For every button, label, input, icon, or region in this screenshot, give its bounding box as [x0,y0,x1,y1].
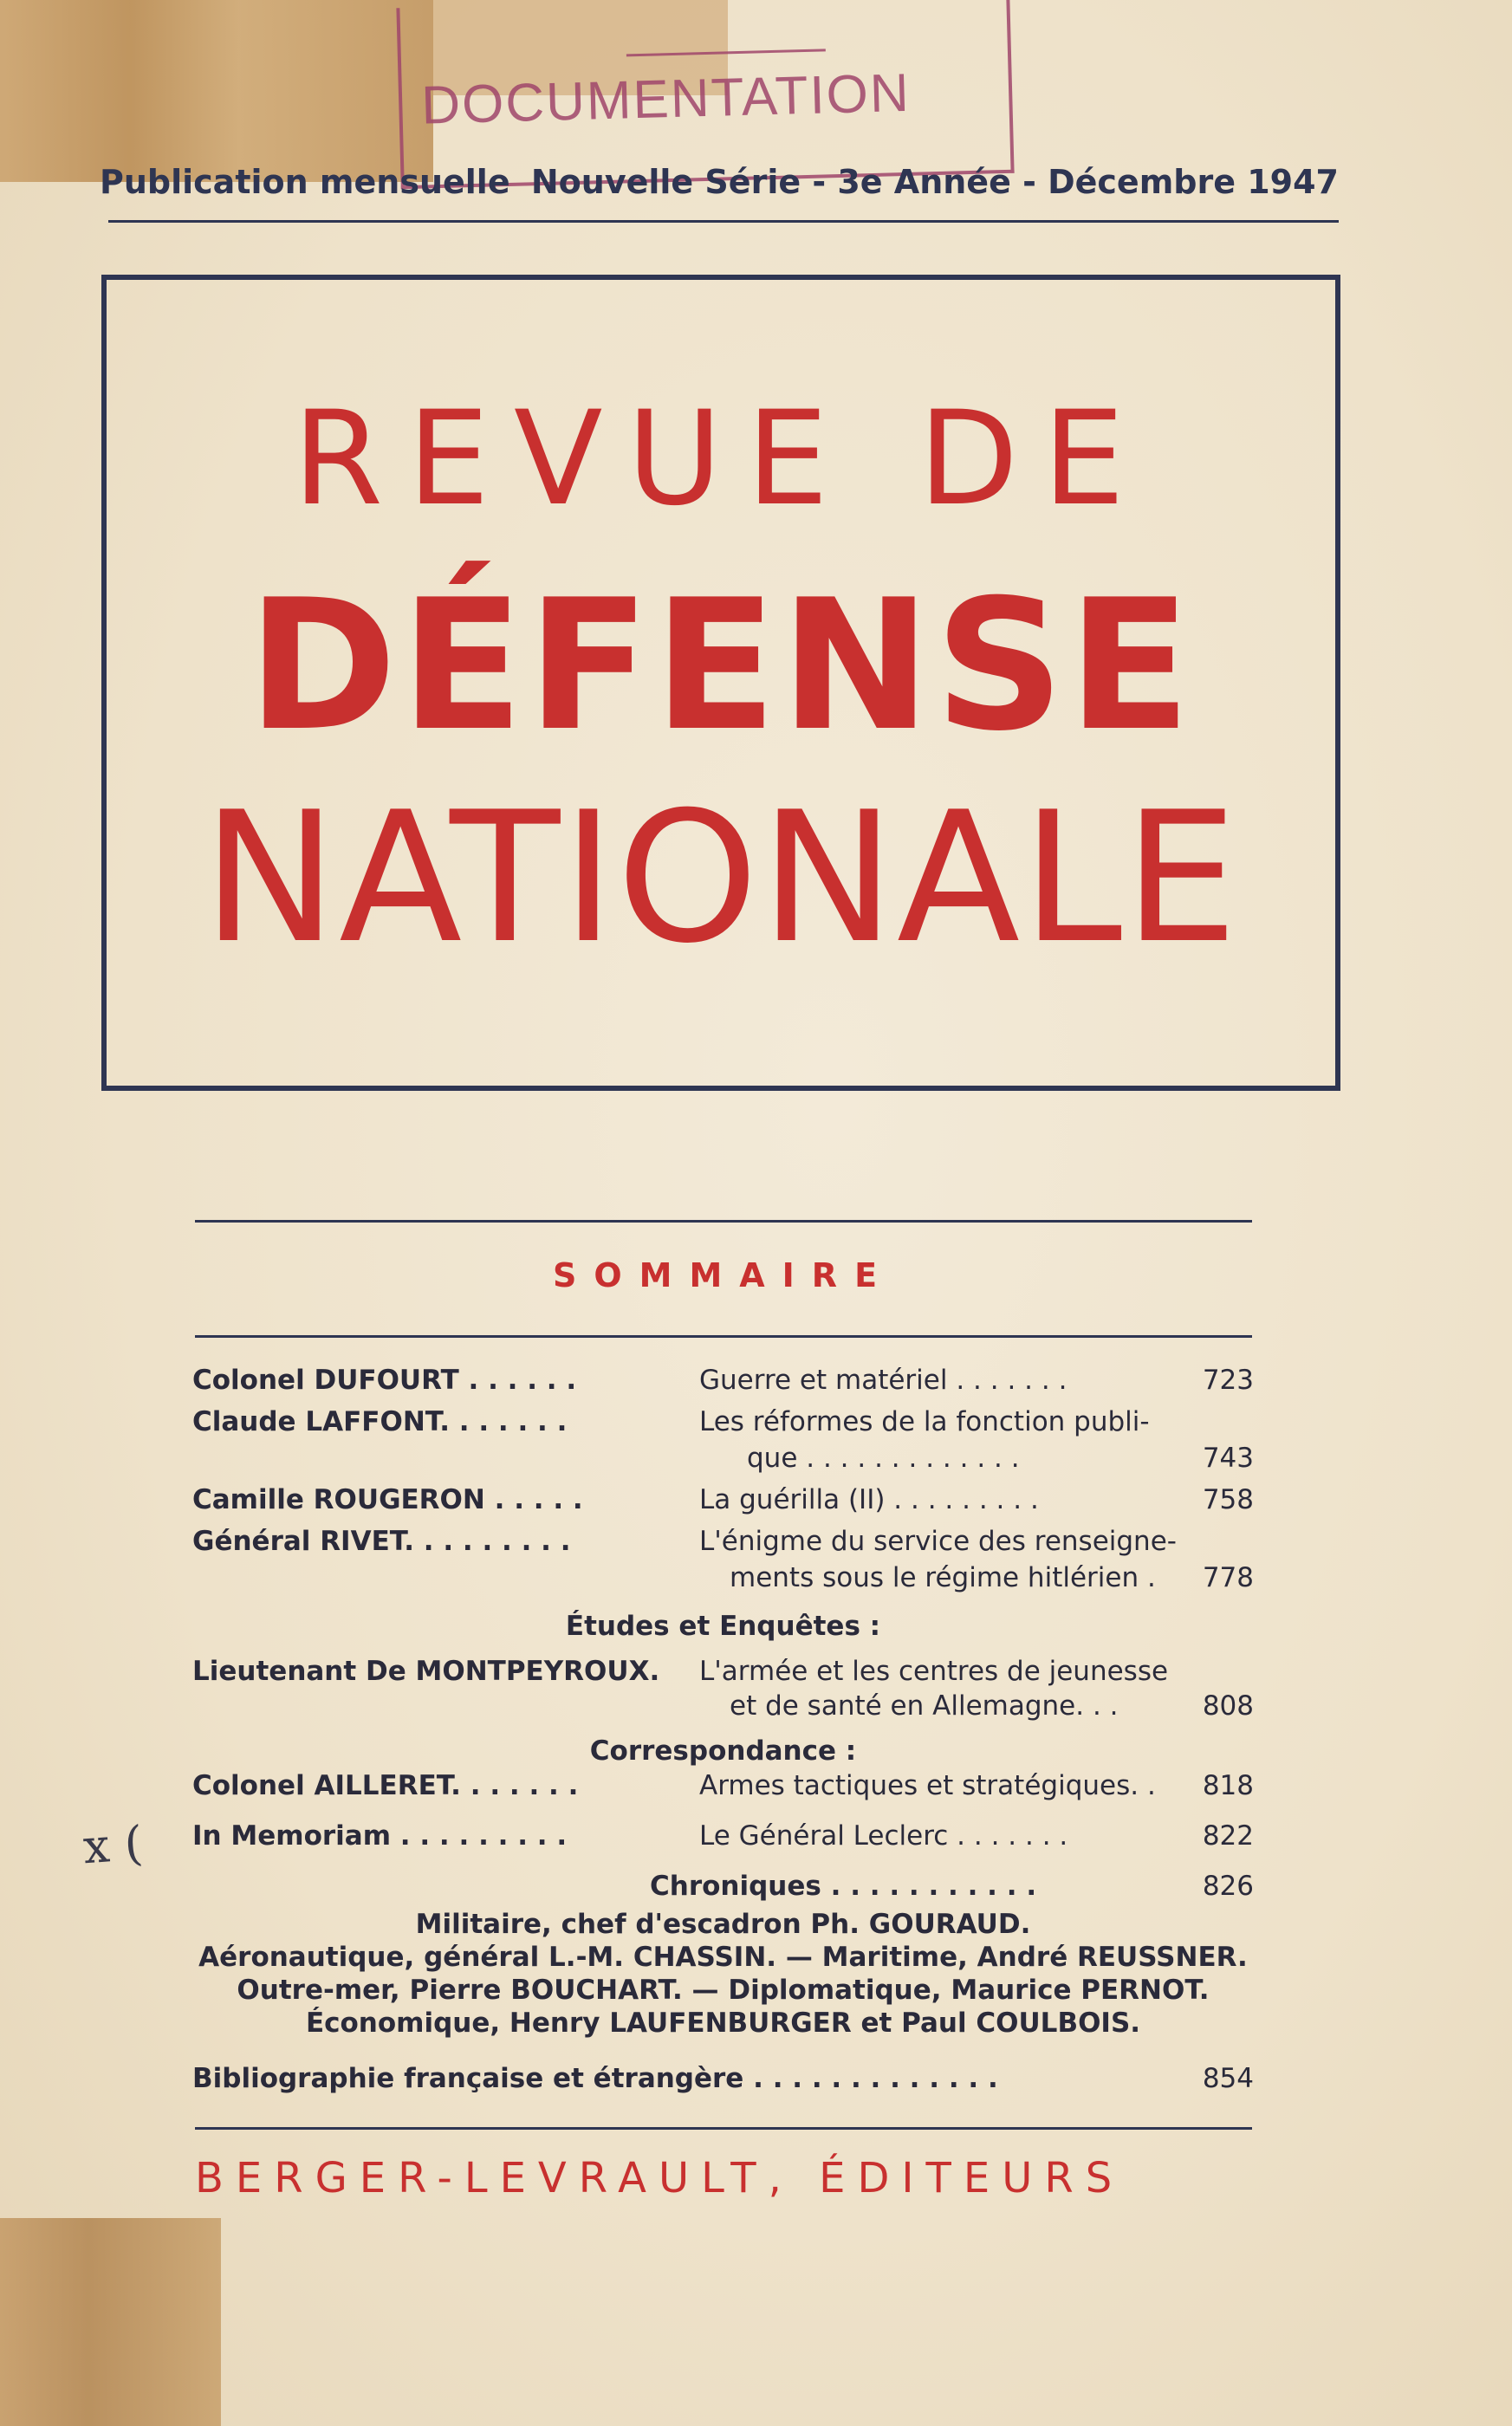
toc-author: Claude LAFFONT. . . . . . . [192,1406,568,1437]
toc-title: Le Général Leclerc . . . . . . . [699,1820,1068,1852]
title-line1: REVUE DE [292,384,1150,535]
chronique-line: Outre-mer, Pierre BOUCHART. — Diplomatique, Maurice PERNOT. [237,1975,1210,2006]
section-correspondance: Correspondance : [589,1735,857,1767]
toc-author: Camille ROUGERON . . . . . [192,1484,583,1515]
toc-page: 808 [1202,1690,1254,1722]
toc-row [192,1656,1254,1692]
toc-page: 818 [1202,1770,1254,1801]
header-rule [108,220,1339,223]
publisher-name: BERGER-LEVRAULT, ÉDITEURS [195,2154,1125,2202]
sommaire-heading: SOMMAIRE [552,1256,895,1294]
toc-row [192,1526,1254,1562]
toc-title: que . . . . . . . . . . . . . [747,1443,1020,1474]
sommaire-rule-bottom [195,1335,1252,1338]
toc-page: 743 [1202,1443,1254,1474]
toc-row-biblio [192,2063,1254,2099]
chronique-line: Militaire, chef d'escadron Ph. GOURAUD. [415,1909,1031,1940]
documentation-stamp [396,0,1014,189]
toc-author: Général RIVET. . . . . . . . . [192,1526,571,1557]
stamp-text: DOCUMENTATION [420,62,912,136]
toc-author: In Memoriam . . . . . . . . . [192,1820,568,1852]
stamp-line [626,49,826,56]
toc-title: Chroniques . . . . . . . . . . . [650,1871,1037,1902]
toc-row [192,1484,1254,1521]
toc-page: 778 [1202,1562,1254,1593]
toc-title: Guerre et matériel . . . . . . . [699,1365,1067,1396]
toc-page: 758 [1202,1484,1254,1515]
toc-title: Les réformes de la fonction publi- [699,1406,1150,1437]
toc-page: 826 [1202,1871,1254,1902]
handwritten-margin-mark: x ( [81,1815,145,1875]
publication-header [100,163,1339,201]
section-etudes: Études et Enquêtes : [565,1611,881,1642]
chronique-line: Aéronautique, général L.-M. CHASSIN. — Maritime, André REUSSNER. [198,1942,1248,1973]
tape-bottom-left [0,2218,221,2426]
toc-title: L'armée et les centres de jeunesse [699,1656,1169,1687]
toc-author: Colonel DUFOURT . . . . . . [192,1365,577,1396]
tape-top-left [0,0,433,182]
header-left: Publication mensuelle [100,163,510,201]
title-line3: NATIONALE [202,774,1240,983]
sommaire-rule-top [195,1220,1252,1223]
toc-title: L'énigme du service des renseigne- [699,1526,1177,1557]
toc-page: 854 [1202,2063,1254,2094]
chronique-line: Économique, Henry LAUFENBURGER et Paul COULBOIS. [305,2008,1141,2039]
toc-page: 822 [1202,1820,1254,1852]
toc-title: ments sous le régime hitlérien . [730,1562,1156,1593]
toc-row [192,1365,1254,1401]
toc-row-chroniques [192,1871,1254,1907]
toc-title: Armes tactiques et stratégiques. . [699,1770,1156,1801]
toc-row [192,1406,1254,1443]
toc-row [192,1562,1254,1599]
toc-row [192,1443,1254,1479]
toc-author: Bibliographie française et étrangère . . . . . . . . . . . . . [192,2063,998,2094]
toc-author: Colonel AILLERET. . . . . . . [192,1770,579,1801]
toc-title: et de santé en Allemagne. . . [730,1690,1119,1722]
header-right: Nouvelle Série - 3e Année - Décembre 1947 [530,163,1339,201]
toc-row [192,1820,1254,1857]
toc-row [192,1770,1254,1807]
toc-title: La guérilla (II) . . . . . . . . . [699,1484,1039,1515]
title-line2: DÉFENSE [247,561,1195,771]
toc-page: 723 [1202,1365,1254,1396]
toc-author: Lieutenant De MONTPEYROUX. [192,1656,660,1687]
toc-row [192,1690,1254,1727]
title-box [101,275,1340,1091]
publisher-rule [195,2127,1252,2130]
